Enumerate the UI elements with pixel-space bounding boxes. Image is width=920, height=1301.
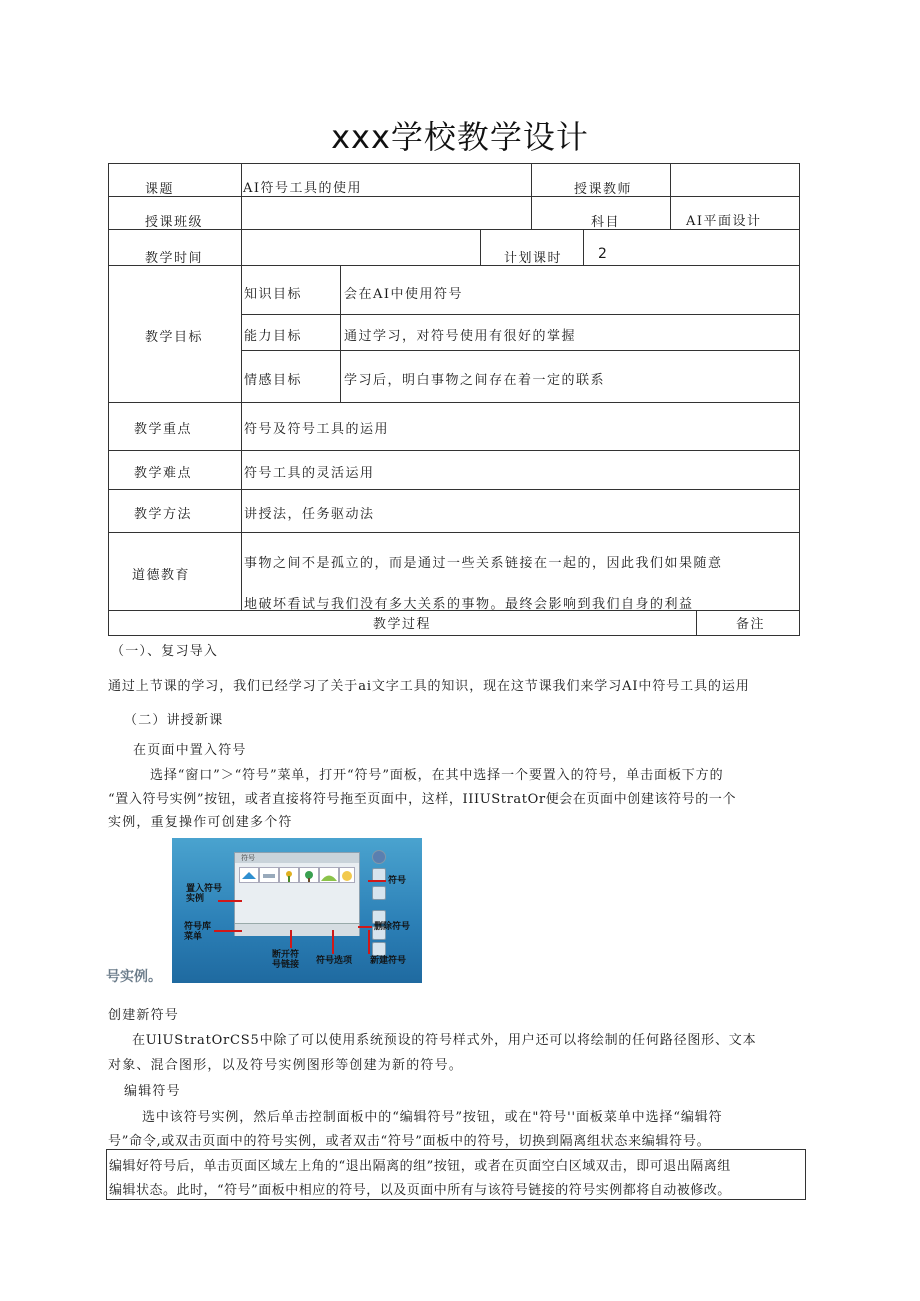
symbol-thumb-icon [300, 869, 318, 883]
hours-value: 2 [598, 246, 609, 262]
search-icon[interactable] [372, 886, 386, 900]
hours-label: 计划课时 [504, 251, 563, 266]
row-divider [108, 229, 800, 230]
leader-line [368, 880, 386, 882]
label-options: 符号选项 [316, 956, 353, 966]
panel-collapse-icon[interactable] [372, 850, 386, 864]
goal-value: 通过学习，对符号使用有很好的掌握 [344, 329, 577, 344]
course-value: AI符号工具的使用 [243, 181, 363, 196]
col-divider [670, 163, 671, 230]
row-divider [108, 532, 800, 533]
table-border-right [799, 163, 800, 636]
symbol-thumb [299, 867, 319, 883]
symbol-thumb [239, 867, 259, 883]
section-heading: （二）讲授新课 [124, 713, 224, 728]
paragraph-line: 编辑状态。此时，“符号”面板中相应的符号，以及页面中所有与该符号链接的符号实例都将自动被修改。 [109, 1183, 731, 1198]
moral-label: 道德教育 [132, 568, 191, 583]
moral-line: 地破坏看试与我们没有多大关系的事物。最终会影响到我们自身的利益 [244, 597, 694, 612]
symbol-thumb [339, 867, 355, 883]
symbol-thumb-icon [280, 869, 298, 883]
panel-header [235, 853, 359, 863]
label-new-symbol: 新建符号 [370, 956, 407, 966]
col-divider [696, 610, 697, 636]
row-divider [108, 489, 800, 490]
paragraph-line: “置入符号实例”按钮，或者直接将符号拖至页面中，这样，IIIUStratOr便会在页面中创建该符号的一个 [108, 792, 737, 807]
course-label: 课题 [145, 182, 175, 197]
col-divider [531, 163, 532, 230]
row-divider [241, 350, 800, 351]
label-place-symbol: 置入符号实例 [186, 884, 223, 904]
goal-name: 知识目标 [244, 287, 303, 302]
paragraph-line: 对象、混合图形，以及符号实例图形等创建为新的符号。 [108, 1058, 464, 1073]
paragraph: 通过上节课的学习，我们已经学习了关于ai文字工具的知识，现在这节课我们来学习AI中符号工具的运用 [108, 679, 750, 694]
symbol-thumb [319, 867, 339, 883]
label-symbol: 符号 [388, 876, 407, 886]
col-divider [241, 163, 242, 610]
goal-value: 学习后，明白事物之间存在着一定的联系 [344, 373, 606, 388]
symbol-thumb-icon [320, 869, 338, 883]
subject-label: 科目 [591, 215, 621, 230]
section-heading: （一）、复习导入 [111, 644, 219, 659]
label-delete-symbol: 删除符号 [374, 922, 411, 932]
symbols-panel-figure [172, 838, 422, 983]
symbols-panel [234, 852, 360, 936]
difficulties-label: 教学难点 [134, 466, 193, 481]
row-divider [241, 314, 800, 315]
time-label: 教学时间 [145, 251, 204, 266]
col-divider [480, 229, 481, 266]
subheading: 在页面中置入符号 [133, 743, 247, 758]
paragraph-line: 编辑好符号后，单击页面区域左上角的“退出隔离的组”按钮，或者在页面空白区域双击，即可退出隔离组 [109, 1159, 731, 1174]
process-label: 教学过程 [373, 617, 432, 632]
paragraph-line: 选择“窗口”＞“符号”菜单，打开“符号”面板，在其中选择一个要置入的符号，单击面板下方的 [150, 768, 724, 783]
leader-line [290, 930, 292, 948]
key-points-value: 符号及符号工具的运用 [244, 422, 390, 437]
table-border-left [108, 163, 109, 636]
methods-value: 讲授法，任务驱动法 [244, 507, 375, 522]
moral-line: 事物之间不是孤立的，而是通过一些关系链接在一起的，因此我们如果随意 [244, 556, 723, 571]
notes-label: 备注 [736, 617, 766, 632]
paragraph-line: 在UlUStratOrCS5中除了可以使用系统预设的符号样式外，用户还可以将绘制的任何路径图形、文本 [132, 1033, 757, 1048]
paragraph-line: 实例，重复操作可创建多个符 [108, 815, 293, 830]
col-divider [340, 265, 341, 403]
boxed-note [106, 1149, 806, 1200]
row-divider [108, 450, 800, 451]
symbol-thumb [259, 867, 279, 883]
panel-toolbar [235, 923, 359, 936]
paragraph-line: 选中该符号实例，然后单击控制面板中的“编辑符号”按钮，或在"符号''面板菜单中选择“编辑符 [142, 1110, 723, 1125]
leader-line [358, 926, 372, 928]
label-break-link: 断开符号链接 [272, 950, 300, 970]
symbol-thumb-icon [340, 869, 354, 883]
table-border-top [108, 163, 800, 164]
leader-line [368, 930, 370, 954]
paragraph-line: 号”命令,或双击页面中的符号实例，或者双击“符号”面板中的符号，切换到隔离组状态来编辑符号。 [108, 1134, 711, 1149]
symbol-thumb [279, 867, 299, 883]
goal-name: 能力目标 [244, 329, 303, 344]
subject-value: AI平面设计 [686, 214, 762, 229]
key-points-label: 教学重点 [134, 422, 193, 437]
panel-title: 符号 [241, 854, 255, 862]
symbol-thumb-icon [240, 869, 258, 883]
page-title: xxx学校教学设计 [331, 118, 589, 156]
export-icon[interactable] [372, 942, 386, 956]
leader-line [214, 930, 242, 932]
figure-tail-text: 号实例。 [106, 969, 162, 985]
row-divider [108, 265, 800, 266]
row-divider [108, 402, 800, 403]
methods-label: 教学方法 [134, 507, 193, 522]
label-library: 符号库菜单 [184, 922, 212, 942]
goal-value: 会在AI中使用符号 [344, 287, 464, 302]
row-divider [108, 196, 800, 197]
leader-line [218, 900, 242, 902]
goal-name: 情感目标 [244, 373, 303, 388]
leader-line [332, 930, 334, 954]
subheading: 编辑符号 [124, 1084, 181, 1099]
goals-label: 教学目标 [145, 330, 204, 345]
class-label: 授课班级 [145, 215, 204, 230]
col-divider [583, 229, 584, 266]
symbol-thumb-icon [260, 869, 278, 883]
subheading: 创建新符号 [108, 1008, 180, 1023]
teacher-label: 授课教师 [574, 182, 633, 197]
difficulties-value: 符号工具的灵活运用 [244, 466, 375, 481]
